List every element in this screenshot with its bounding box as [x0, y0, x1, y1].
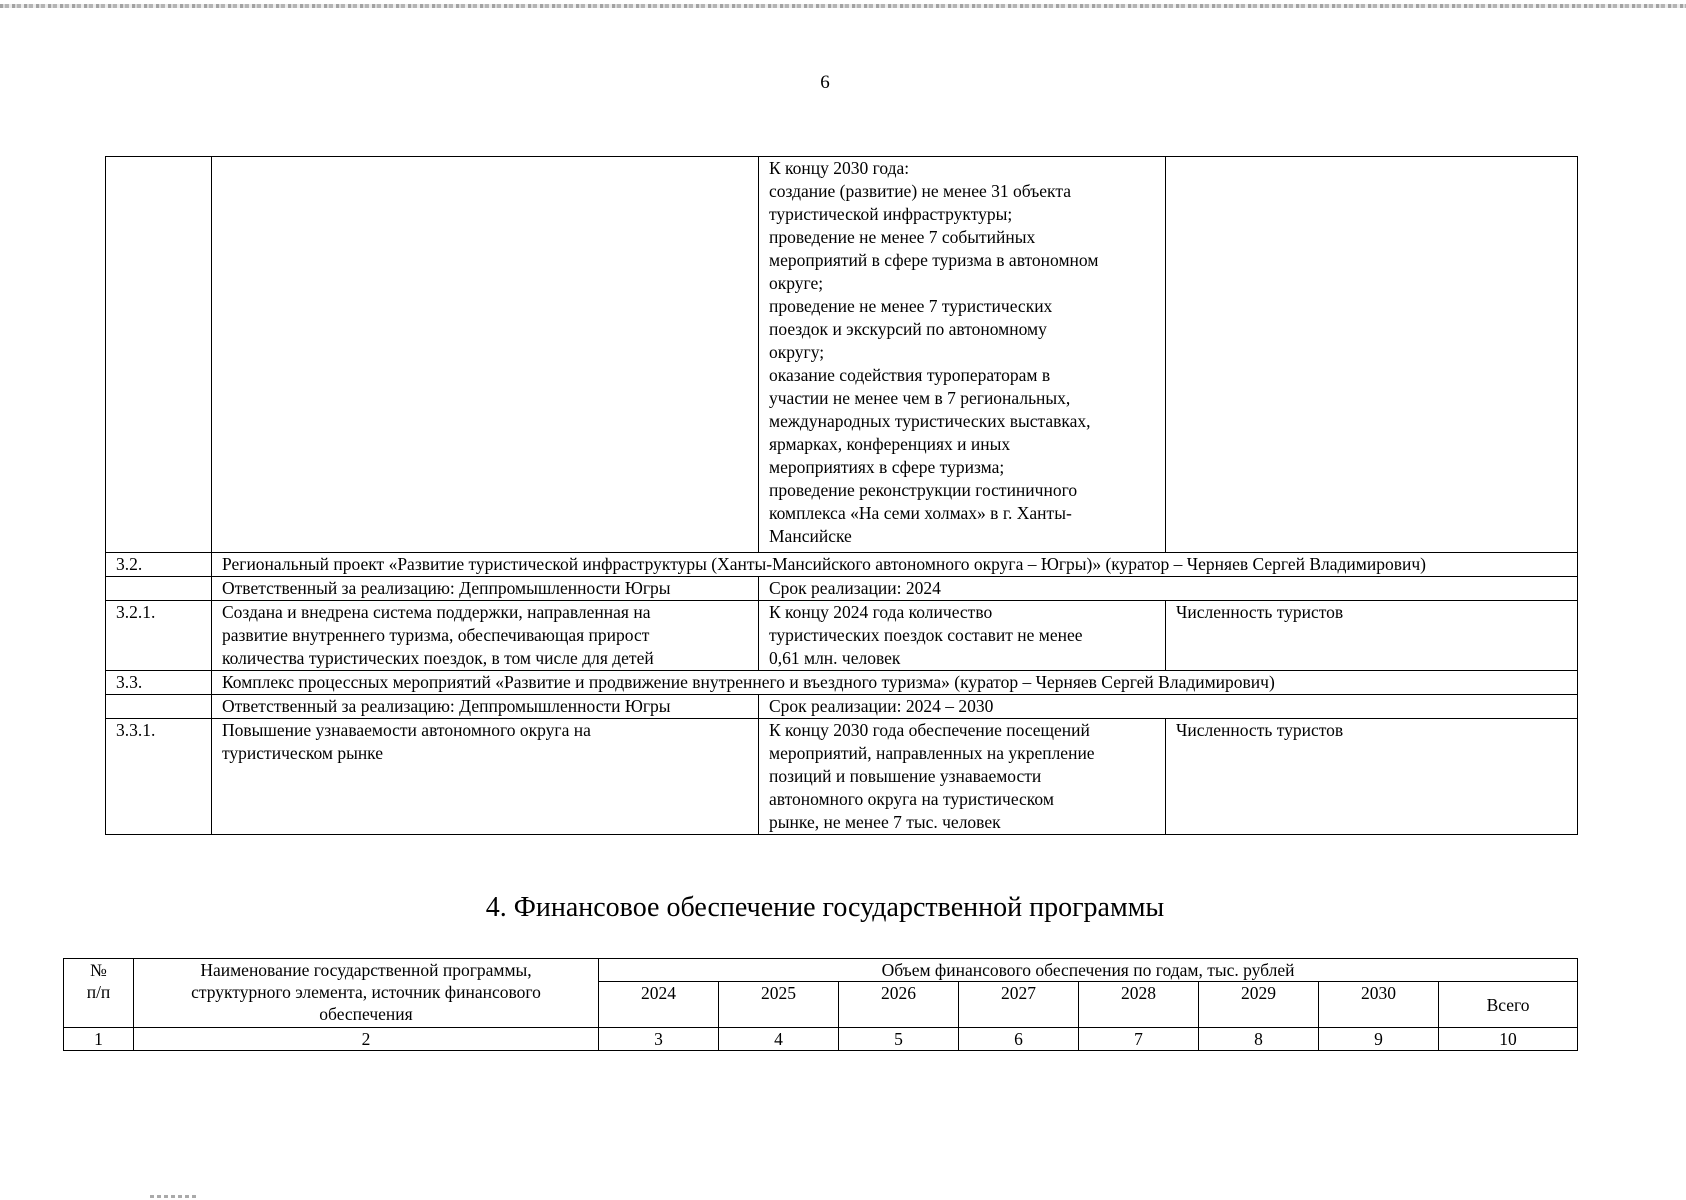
- project-title: Комплекс процессных мероприятий «Развитие и продвижение внутреннего и въездного туризма» (куратор – Черняев Сергей Владимирович): [212, 671, 1578, 695]
- total-header: Всего: [1439, 982, 1578, 1028]
- year-header: 2028: [1079, 982, 1199, 1028]
- description-line: 0,61 млн. человек: [769, 648, 901, 668]
- description-line: К концу 2024 года количество: [769, 602, 993, 622]
- responsible-cell: Ответственный за реализацию: Деппромышленности Югры: [212, 577, 759, 601]
- index-cell: 2: [134, 1028, 599, 1051]
- row-number: [106, 695, 212, 719]
- row-description: [759, 719, 1166, 835]
- description-line: туристических поездок составит не менее: [769, 625, 1083, 645]
- header-line: обеспечения: [319, 1004, 413, 1024]
- row-number: 3.3.1.: [106, 719, 212, 835]
- description-line: мероприятий, направленных на укрепление: [769, 743, 1095, 763]
- row-title: [212, 157, 759, 553]
- row-number: 3.2.1.: [106, 601, 212, 671]
- table-row: [106, 695, 1578, 719]
- index-row: [64, 1028, 1578, 1051]
- description-line: поездок и экскурсий по автономному: [769, 319, 1047, 339]
- title-line: развитие внутреннего туризма, обеспечивающая прирост: [222, 625, 650, 645]
- description-line: туристической инфраструктуры;: [769, 204, 1013, 224]
- description-line: участии не менее чем в 7 региональных,: [769, 388, 1071, 408]
- title-line: туристическом рынке: [222, 743, 384, 763]
- description-line: автономного округа на туристическом: [769, 789, 1054, 809]
- table-row: [106, 601, 1578, 671]
- index-cell: 4: [719, 1028, 839, 1051]
- col-header-group: Объем финансового обеспечения по годам, тыс. рублей: [599, 959, 1578, 982]
- row-indicator: Численность туристов: [1166, 601, 1578, 671]
- title-line: Повышение узнаваемости автономного округа на: [222, 720, 591, 740]
- table-row: [106, 157, 1578, 553]
- term-cell: Срок реализации: 2024 – 2030: [759, 695, 1578, 719]
- index-cell: 10: [1439, 1028, 1578, 1051]
- description-line: проведение не менее 7 событийных: [769, 227, 1036, 247]
- description-line: позиций и повышение узнаваемости: [769, 766, 1042, 786]
- header-line: Наименование государственной программы,: [200, 960, 532, 980]
- index-cell: 6: [959, 1028, 1079, 1051]
- description-line: К концу 2030 года:: [769, 158, 910, 178]
- row-number: [106, 577, 212, 601]
- description-line: мероприятий в сфере туризма в автономном: [769, 250, 1099, 270]
- title-line: количества туристических поездок, в том числе для детей: [222, 648, 654, 668]
- row-title: [212, 719, 759, 835]
- header-row: [64, 959, 1578, 982]
- row-indicator: Численность туристов: [1166, 719, 1578, 835]
- description-line: международных туристических выставках,: [769, 411, 1091, 431]
- description-line: округу;: [769, 342, 825, 362]
- row-number: [106, 157, 212, 553]
- description-line: рынке, не менее 7 тыс. человек: [769, 812, 1001, 832]
- header-line: п/п: [86, 982, 111, 1002]
- year-header: 2030: [1319, 982, 1439, 1028]
- description-line: оказание содействия туроператорам в: [769, 365, 1051, 385]
- index-cell: 7: [1079, 1028, 1199, 1051]
- scan-edge-artifact: [0, 4, 1686, 8]
- responsible-cell: Ответственный за реализацию: Деппромышленности Югры: [212, 695, 759, 719]
- description-line: Мансийске: [769, 526, 852, 546]
- finance-table: [63, 958, 1578, 1051]
- year-header: 2029: [1199, 982, 1319, 1028]
- year-header: 2026: [839, 982, 959, 1028]
- table-row: [106, 577, 1578, 601]
- header-line: №: [90, 960, 107, 980]
- col-header-number: [64, 959, 134, 1028]
- row-number: 3.2.: [106, 553, 212, 577]
- description-line: К концу 2030 года обеспечение посещений: [769, 720, 1090, 740]
- description-line: округе;: [769, 273, 824, 293]
- index-cell: 8: [1199, 1028, 1319, 1051]
- page-number: 6: [820, 72, 830, 93]
- term-cell: Срок реализации: 2024: [759, 577, 1578, 601]
- row-number: 3.3.: [106, 671, 212, 695]
- row-indicator: [1166, 157, 1578, 553]
- description-line: комплекса «На семи холмах» в г. Ханты-: [769, 503, 1072, 523]
- objectives-table: [105, 156, 1578, 835]
- description-line: ярмарках, конференциях и иных: [769, 434, 1011, 454]
- description-line: проведение не менее 7 туристических: [769, 296, 1053, 316]
- header-line: структурного элемента, источник финансового: [191, 982, 541, 1002]
- row-title: [212, 601, 759, 671]
- table-row: [106, 671, 1578, 695]
- row-description: [759, 601, 1166, 671]
- description-line: мероприятиях в сфере туризма;: [769, 457, 1005, 477]
- row-description: [759, 157, 1166, 553]
- title-line: Создана и внедрена система поддержки, направленная на: [222, 602, 651, 622]
- col-header-name: [134, 959, 599, 1028]
- project-title: Региональный проект «Развитие туристической инфраструктуры (Ханты-Мансийского автономного округа – Югры)» (куратор – Черняев Сергей Владимирович): [212, 553, 1578, 577]
- year-header: 2025: [719, 982, 839, 1028]
- year-header: 2027: [959, 982, 1079, 1028]
- table-row: [106, 719, 1578, 835]
- index-cell: 9: [1319, 1028, 1439, 1051]
- table-row: [106, 553, 1578, 577]
- description-line: создание (развитие) не менее 31 объекта: [769, 181, 1071, 201]
- section-title: 4. Финансовое обеспечение государственной программы: [485, 892, 1165, 923]
- index-cell: 5: [839, 1028, 959, 1051]
- scan-artifact: [150, 1195, 198, 1198]
- year-header: 2024: [599, 982, 719, 1028]
- description-line: проведение реконструкции гостиничного: [769, 480, 1078, 500]
- index-cell: 1: [64, 1028, 134, 1051]
- index-cell: 3: [599, 1028, 719, 1051]
